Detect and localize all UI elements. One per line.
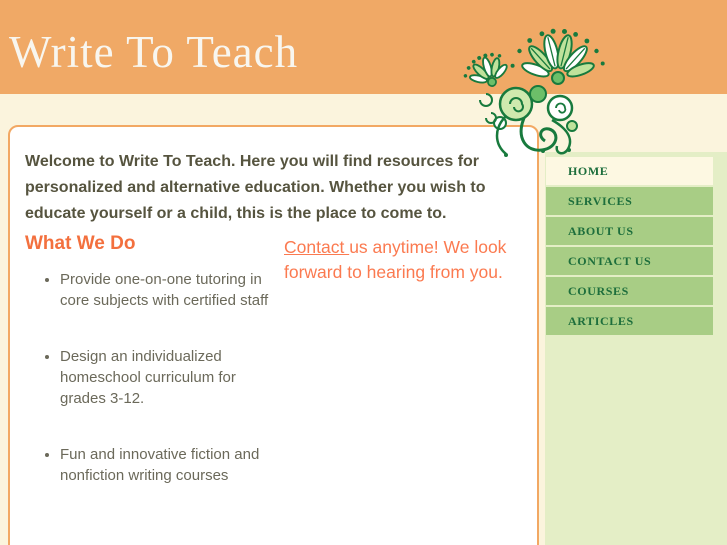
sidebar-item-home[interactable]: HOME <box>546 157 713 185</box>
site-title: Write To Teach <box>9 27 299 77</box>
what-we-do-list <box>60 269 275 486</box>
sidebar-item-courses[interactable]: COURSES <box>546 277 713 305</box>
what-we-do-section <box>25 233 280 521</box>
sidebar-item-articles[interactable]: ARTICLES <box>546 307 713 335</box>
contact-link[interactable]: Contact <box>284 237 350 257</box>
list-item: • Fun and innovative fiction and nonfiction writing courses <box>60 444 275 486</box>
what-we-do-heading: What We Do <box>25 233 136 254</box>
floral-ornament-icon <box>456 24 612 162</box>
content-card <box>8 125 539 545</box>
sidebar-item-services[interactable]: SERVICES <box>546 187 713 215</box>
welcome-text: Welcome to Write To Teach. Here you will find resources for personalized and alternative education. Whether you wish to educate yourself or a child, this is the place to come to. <box>25 153 486 222</box>
header <box>0 0 727 94</box>
list-item: • Provide one-on-one tutoring in core subjects with certified staff <box>60 269 275 311</box>
list-item: • Design an individualized homeschool curriculum for grades 3-12. <box>60 346 275 409</box>
contact-text <box>284 235 529 285</box>
sidebar-nav <box>545 152 727 545</box>
contact-rest-text: us anytime! We look forward to hearing from you. <box>284 237 507 282</box>
sidebar-item-about-us[interactable]: ABOUT US <box>546 217 713 245</box>
sidebar-item-contact-us[interactable]: CONTACT US <box>546 247 713 275</box>
